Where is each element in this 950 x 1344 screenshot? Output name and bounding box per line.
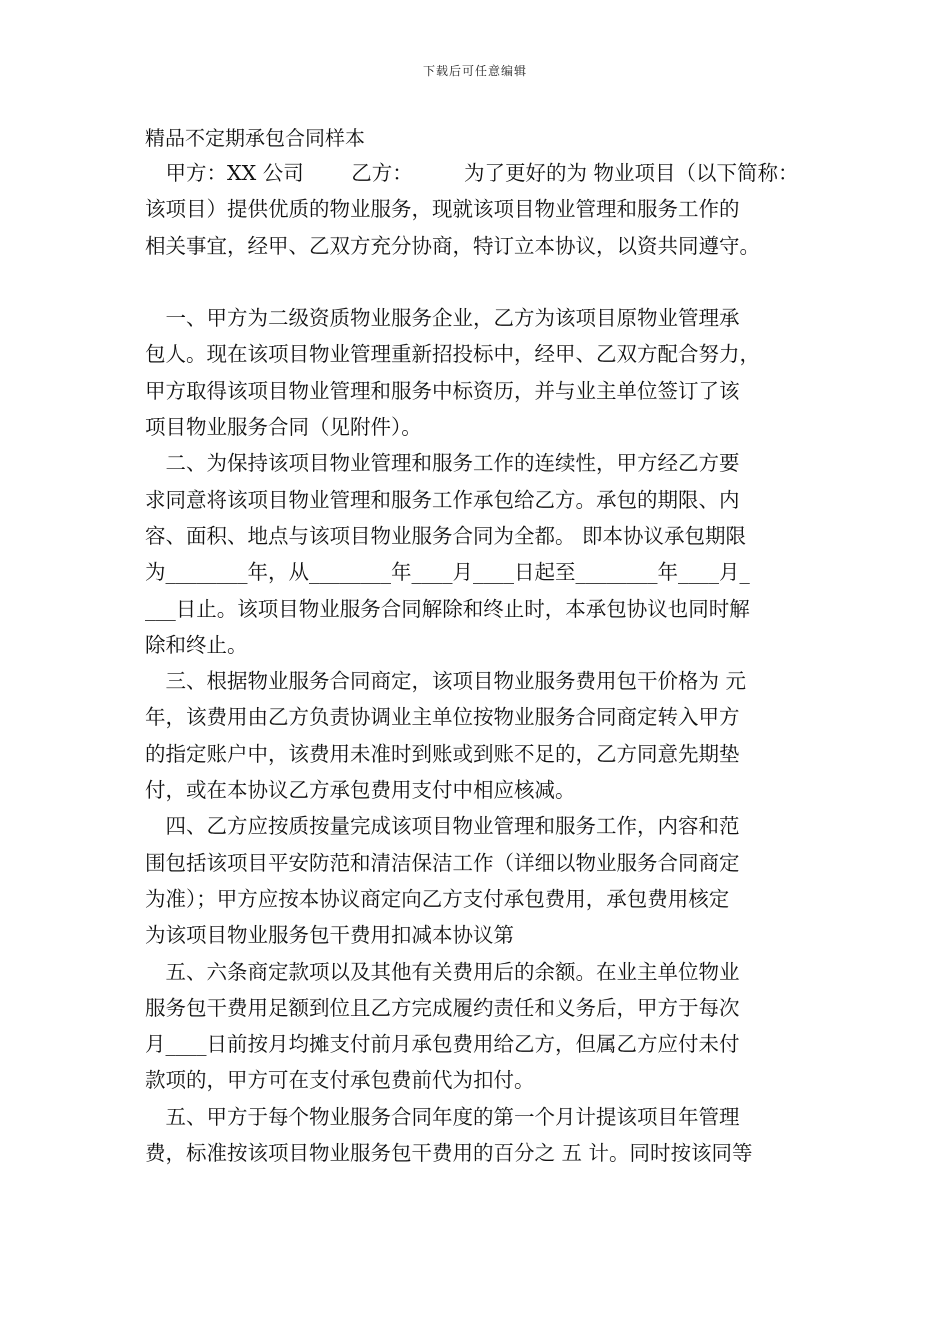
body-line: 一、甲方为二级资质物业服务企业，乙方为该项目原物业管理承 [145, 306, 740, 331]
body-line: 围包括该项目平安防范和清洁保洁工作（详细以物业服务合同商定 [145, 850, 740, 875]
document-body [145, 155, 825, 1171]
body-line: 求同意将该项目物业管理和服务工作承包给乙方。承包的期限、内 [145, 487, 740, 512]
body-line: ___日止。该项目物业服务合同解除和终止时，本承包协议也同时解 [145, 596, 750, 621]
paragraph-spacer [145, 264, 825, 300]
body-line: 相关事宜，经甲、乙双方充分协商，特订立本协议，以资共同遵守。 [145, 233, 760, 258]
body-line: 五、六条商定款项以及其他有关费用后的余额。在业主单位物业 [145, 959, 740, 984]
body-line: 容、面积、地点与该项目物业服务合同为全都。 即本协议承包期限 [145, 523, 747, 548]
document-title: 精品不定期承包合同样本 [145, 126, 365, 150]
body-line: 付，或在本协议乙方承包费用支付中相应核减。 [145, 778, 576, 803]
body-line: 月____日前按月均摊支付前月承包费用给乙方，但属乙方应付未付 [145, 1032, 740, 1057]
body-line: 为该项目物业服务包干费用扣减本协议第 [145, 923, 514, 948]
body-line: 服务包干费用足额到位且乙方完成履约责任和义务后，甲方于每次 [145, 995, 740, 1020]
body-line: 除和终止。 [145, 632, 248, 657]
body-line: 为准）；甲方应按本协议商定向乙方支付承包费用，承包费用核定 [145, 886, 730, 911]
body-line: 为________年，从________年____月____日起至________年____月_ [145, 560, 750, 585]
header-note: 下载后可任意编辑 [422, 64, 527, 78]
body-line: 的指定账户中，该费用未准时到账或到账不足的，乙方同意先期垫 [145, 741, 740, 766]
body-line: 费，标准按该项目物业服务包干费用的百分之 五 计。同时按该同等 [145, 1141, 753, 1166]
body-line: 款项的，甲方可在支付承包费前代为扣付。 [145, 1068, 535, 1093]
body-line: 项目物业服务合同（见附件）。 [145, 415, 422, 440]
body-line: 该项目）提供优质的物业服务，现就该项目物业管理和服务工作的 [145, 197, 740, 222]
body-line: 五、甲方于每个物业服务合同年度的第一个月计提该项目年管理 [145, 1104, 740, 1129]
body-line: 甲方取得该项目物业管理和服务中标资历，并与业主单位签订了该 [145, 378, 740, 403]
body-line: 年，该费用由乙方负责协调业主单位按物业服务合同商定转入甲方 [145, 705, 740, 730]
body-line: 甲方：XX 公司 乙方： 为了更好的为 物业项目（以下简称： [145, 161, 799, 185]
body-line: 三、根据物业服务合同商定，该项目物业服务费用包干价格为 元 [145, 669, 747, 694]
body-line: 四、乙方应按质按量完成该项目物业管理和服务工作，内容和范 [145, 814, 740, 839]
body-line: 二、为保持该项目物业管理和服务工作的连续性，甲方经乙方要 [145, 451, 740, 476]
body-line: 包人。现在该项目物业管理重新招投标中，经甲、乙双方配合努力， [145, 342, 760, 367]
